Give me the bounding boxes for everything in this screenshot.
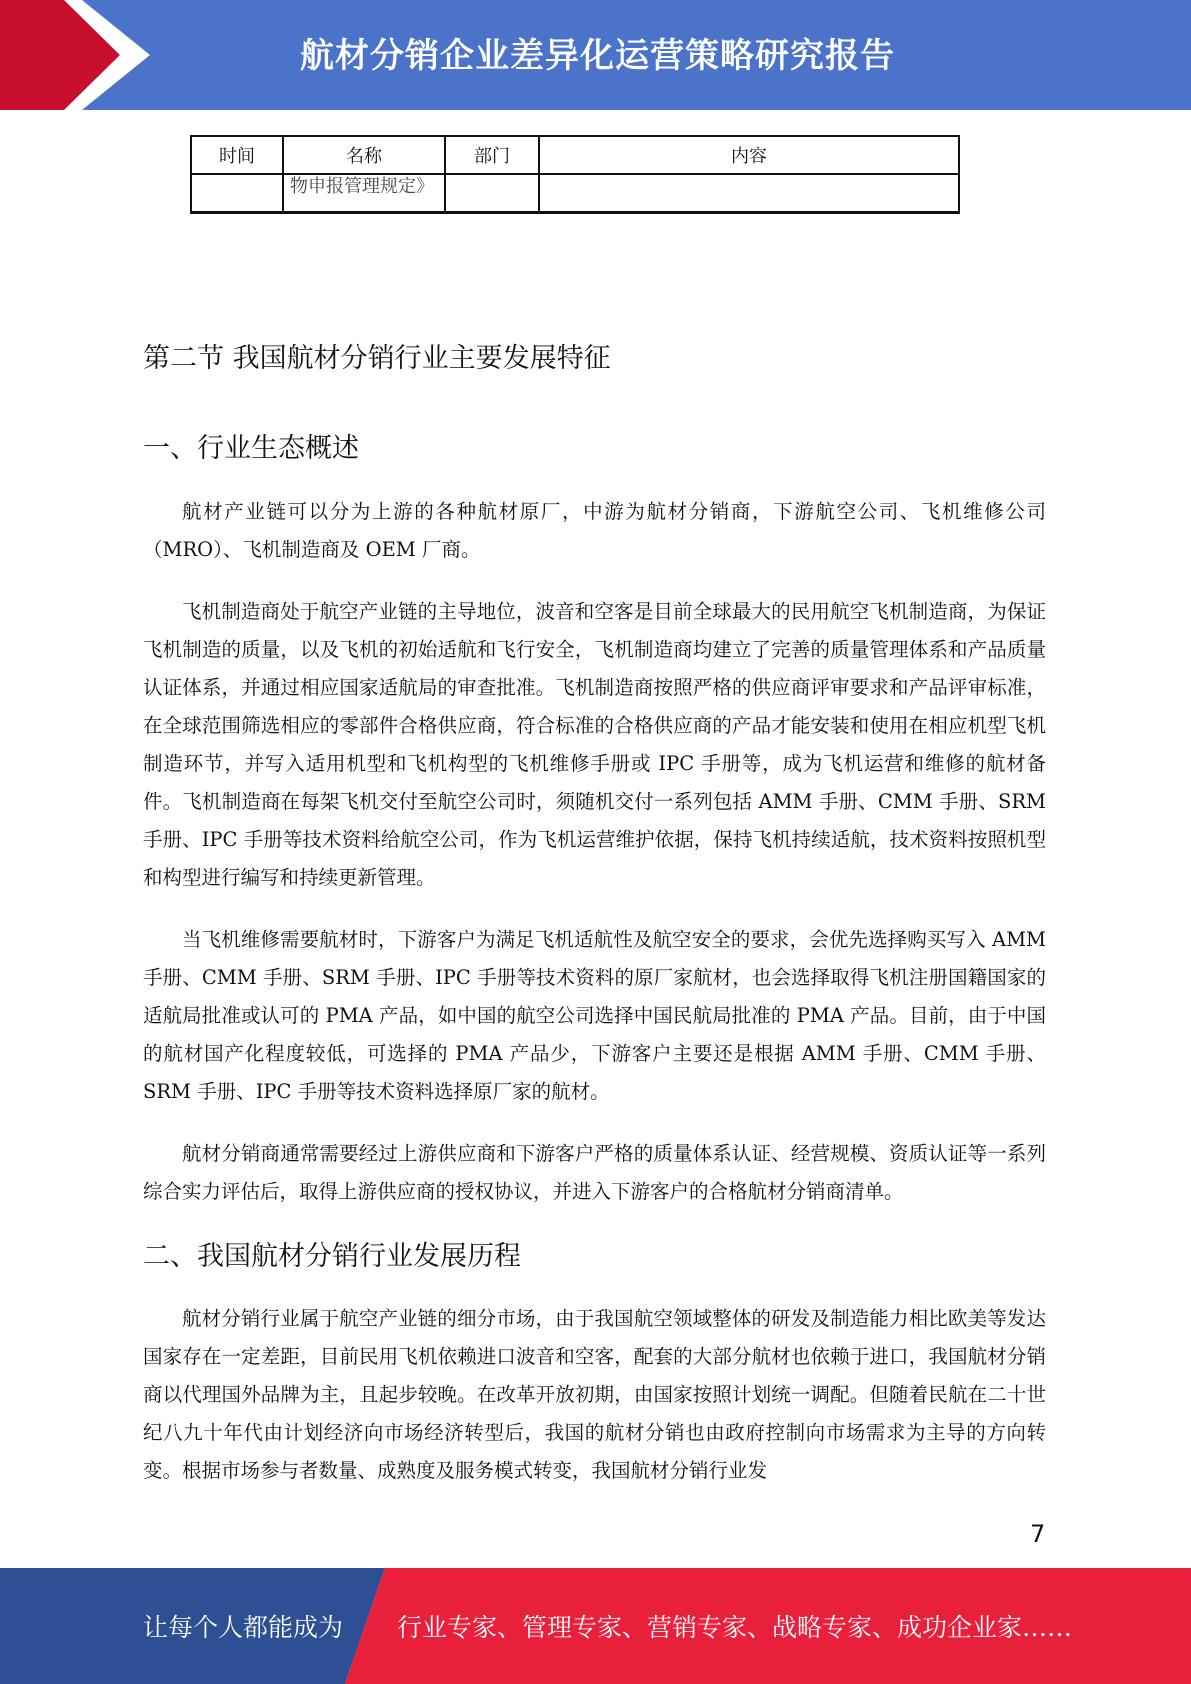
footer-slogan-left: 让每个人都能成为 [143, 1613, 344, 1642]
paragraph: 飞机制造商处于航空产业链的主导地位，波音和空客是目前全球最大的民用航空飞机制造商，为保证飞机制造的质量，以及飞机的初始适航和飞行安全，飞机制造商均建立了完善的质量管理体系和产品质量认证体系，并通过相应国家适航局的审查批准。飞机制造商按照严格的供应商评审要求和产品评审标准，在全球范围筛选相应的零部件合格供应商，符合标准的合格供应商的产品才能安装和使用在相应机型飞机制造环节，并写入适用机型和飞机构型的飞机维修手册或 IPC 手册等，成为飞机运营和维修的航材备件。飞机制造商在每架飞机交付至航空公司时，须随机交付一系列包括 AMM 手册、CMM 手册、SRM 手册、IPC 手册等技术资料给航空公司，作为飞机运营维护依据，保持飞机持续适航，技术资料按照机型和构型进行编写和持续更新管理。 [143, 600, 1046, 889]
column-header-dept: 部门 [445, 136, 539, 174]
footer-slogan-right: 行业专家、管理专家、营销专家、战略专家、成功企业家…… [397, 1613, 1073, 1642]
table-cell [191, 174, 283, 213]
doc-table [190, 135, 960, 214]
page-number: 7 [1030, 1520, 1046, 1548]
column-header-time: 时间 [191, 136, 283, 174]
column-header-content: 内容 [539, 136, 959, 174]
table-cell [539, 174, 959, 213]
section-title: 第二节 我国航材分销行业主要发展特征 [143, 343, 611, 374]
page-footer [0, 1568, 1191, 1684]
column-header-name: 名称 [283, 136, 445, 174]
table-cell: 物申报管理规定》 [283, 174, 445, 213]
header-arrow-icon [0, 0, 160, 110]
subsection-title-1: 一、行业生态概述 [143, 433, 359, 464]
table-cell [445, 174, 539, 213]
report-title: 航材分销企业差异化运营策略研究报告 [300, 36, 895, 76]
table-header-row [191, 136, 959, 174]
paragraph: 航材产业链可以分为上游的各种航材原厂，中游为航材分销商，下游航空公司、飞机维修公司（MRO）、飞机制造商及 OEM 厂商。 [143, 500, 1046, 561]
table-row [191, 174, 959, 213]
paragraph: 航材分销商通常需要经过上游供应商和下游客户严格的质量体系认证、经营规模、资质认证等一系列综合实力评估后，取得上游供应商的授权协议，并进入下游客户的合格航材分销商清单。 [143, 1142, 1046, 1203]
page-header [0, 0, 1191, 110]
paragraph: 航材分销行业属于航空产业链的细分市场，由于我国航空领域整体的研发及制造能力相比欧美等发达国家存在一定差距，目前民用飞机依赖进口波音和空客，配套的大部分航材也依赖于进口，我国航材分销商以代理国外品牌为主，且起步较晚。在改革开放初期，由国家按照计划统一调配。但随着民航在二十世纪八九十年代由计划经济向市场经济转型后，我国的航材分销也由政府控制向市场需求为主导的方向转变。根据市场参与者数量、成熟度及服务模式转变，我国航材分销行业发 [143, 1307, 1046, 1482]
subsection-title-2: 二、我国航材分销行业发展历程 [143, 1241, 521, 1272]
paragraph: 当飞机维修需要航材时，下游客户为满足飞机适航性及航空安全的要求，会优先选择购买写入 AMM 手册、CMM 手册、SRM 手册、IPC 手册等技术资料的原厂家航材，也会选择取得飞机注册国籍国家的适航局批准或认可的 PMA 产品，如中国的航空公司选择中国民航局批准的 PMA 产品。目前，由于中国的航材国产化程度较低，可选择的 PMA 产品少，下游客户主要还是根据 AMM 手册、CMM 手册、SRM 手册、IPC 手册等技术资料选择原厂家的航材。 [143, 928, 1046, 1103]
